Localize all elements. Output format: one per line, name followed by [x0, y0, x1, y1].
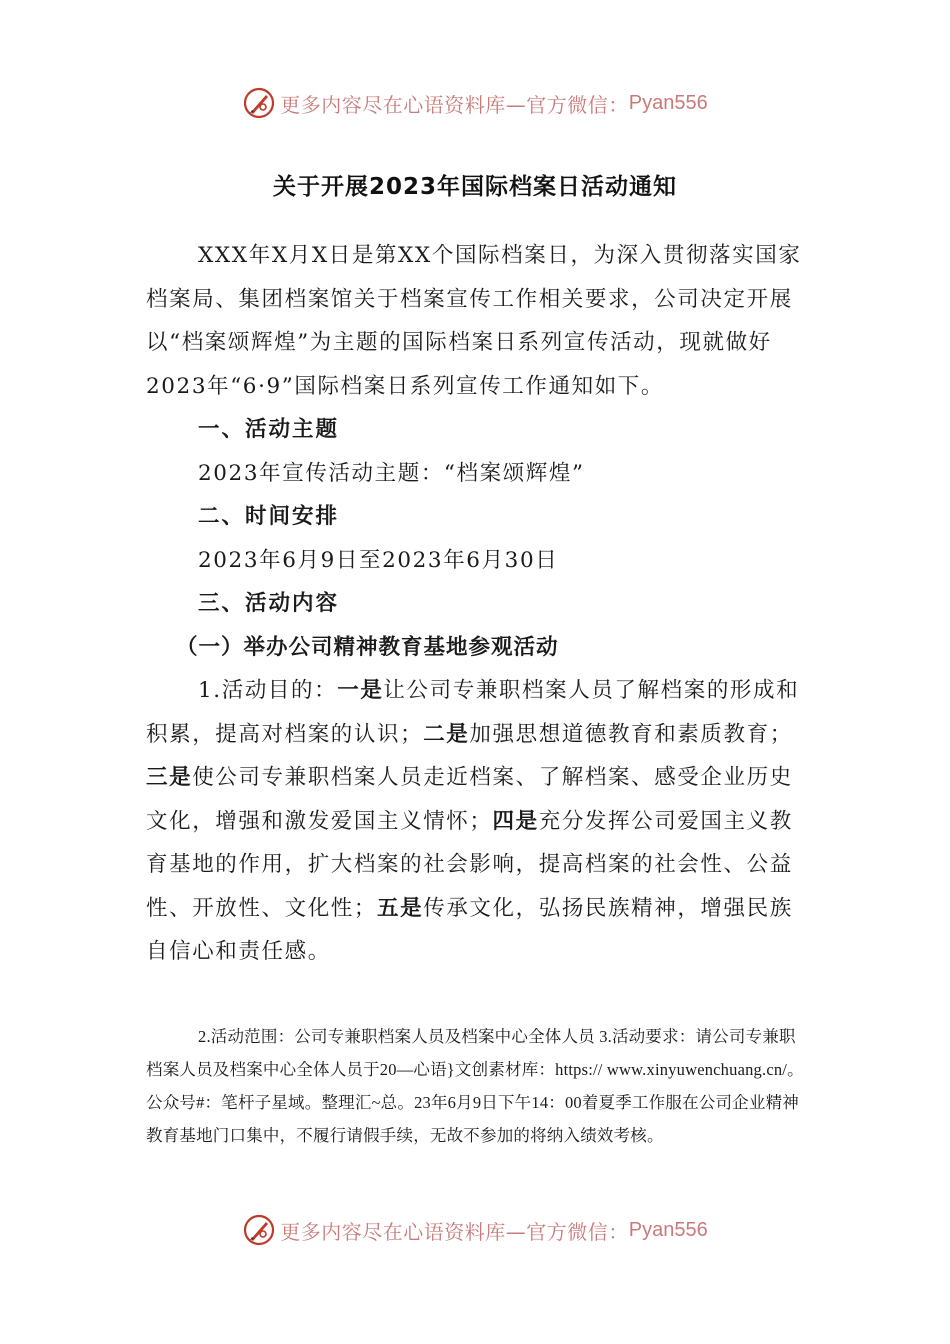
- small-print-block: [146, 1020, 808, 1152]
- scope-requirements-text: 2.活动范围：公司专兼职档案人员及档案中心全体人员 3.活动要求：请公司专兼职档案人员及档案中心全体人员于20—心语}文创素材库：https:// www.xinyuwenchuang.cn/。公众号#：笔杆子星域。整理汇~总。23年6月9日下午14：00着夏季工作服在公司企业精神教育基地门口集中，不履行请假手续，无故不参加的将纳入绩效考核。: [146, 1027, 804, 1145]
- purpose-text-2: 加强思想道德教育和素质教育；: [469, 721, 793, 747]
- header-watermark: [0, 83, 950, 123]
- subsection-heading-visit: （一）举办公司精神教育基地参观活动: [176, 634, 559, 660]
- purpose-text-1: 让公司专兼职档案人员了解档案的形成和积累，提高对档案的认识；: [146, 678, 800, 747]
- watermark-id: Pyan556: [628, 91, 708, 114]
- quill-logo-icon: [242, 1213, 276, 1247]
- purpose-marker-4: 四是: [492, 808, 539, 834]
- section-heading-schedule: 二、时间安排: [198, 504, 340, 529]
- purpose-marker-5: 五是: [377, 895, 424, 921]
- watermark-text: 更多内容尽在心语资料库—官方微信：: [280, 1219, 629, 1244]
- purpose-text-3: 使公司专兼职档案人员走近档案、了解档案、感受企业历史文化，增强和激发爱国主义情怀；: [146, 765, 793, 834]
- purpose-text-5: 传承文化，弘扬民族精神，增强民族自信心和责任感。: [146, 895, 793, 964]
- intro-paragraph: XXX年X月X日是第XX个国际档案日，为深入贯彻落实国家档案局、集团档案馆关于档案宣传工作相关要求，公司决定开展以“档案颂辉煌”为主题的国际档案日系列宣传活动，现就做好2023年“6·9”国际档案日系列宣传工作通知如下。: [146, 243, 802, 399]
- watermark-id: Pyan556: [628, 1218, 708, 1241]
- watermark-text: 更多内容尽在心语资料库—官方微信：: [280, 92, 629, 117]
- schedule-text: 2023年6月9日至2023年6月30日: [198, 547, 559, 573]
- purpose-paragraph: [146, 669, 806, 974]
- document-body: [146, 234, 806, 974]
- section-heading-content: 三、活动内容: [198, 591, 340, 616]
- footer-watermark: [0, 1210, 950, 1250]
- purpose-text-4: 充分发挥公司爱国主义教育基地的作用，扩大档案的社会影响，提高档案的社会性、公益性、开放性、文化性；: [146, 808, 793, 921]
- purpose-marker-1: 一是: [337, 678, 384, 703]
- theme-text: 2023年宣传活动主题：“档案颂辉煌”: [198, 460, 585, 486]
- purpose-marker-3: 三是: [146, 765, 193, 790]
- document-title: 关于开展2023年国际档案日活动通知: [272, 174, 677, 200]
- purpose-lead: 1.活动目的：: [198, 678, 338, 703]
- purpose-marker-2: 二是: [423, 721, 470, 747]
- section-heading-theme: 一、活动主题: [198, 417, 340, 442]
- quill-logo-icon: [242, 86, 276, 120]
